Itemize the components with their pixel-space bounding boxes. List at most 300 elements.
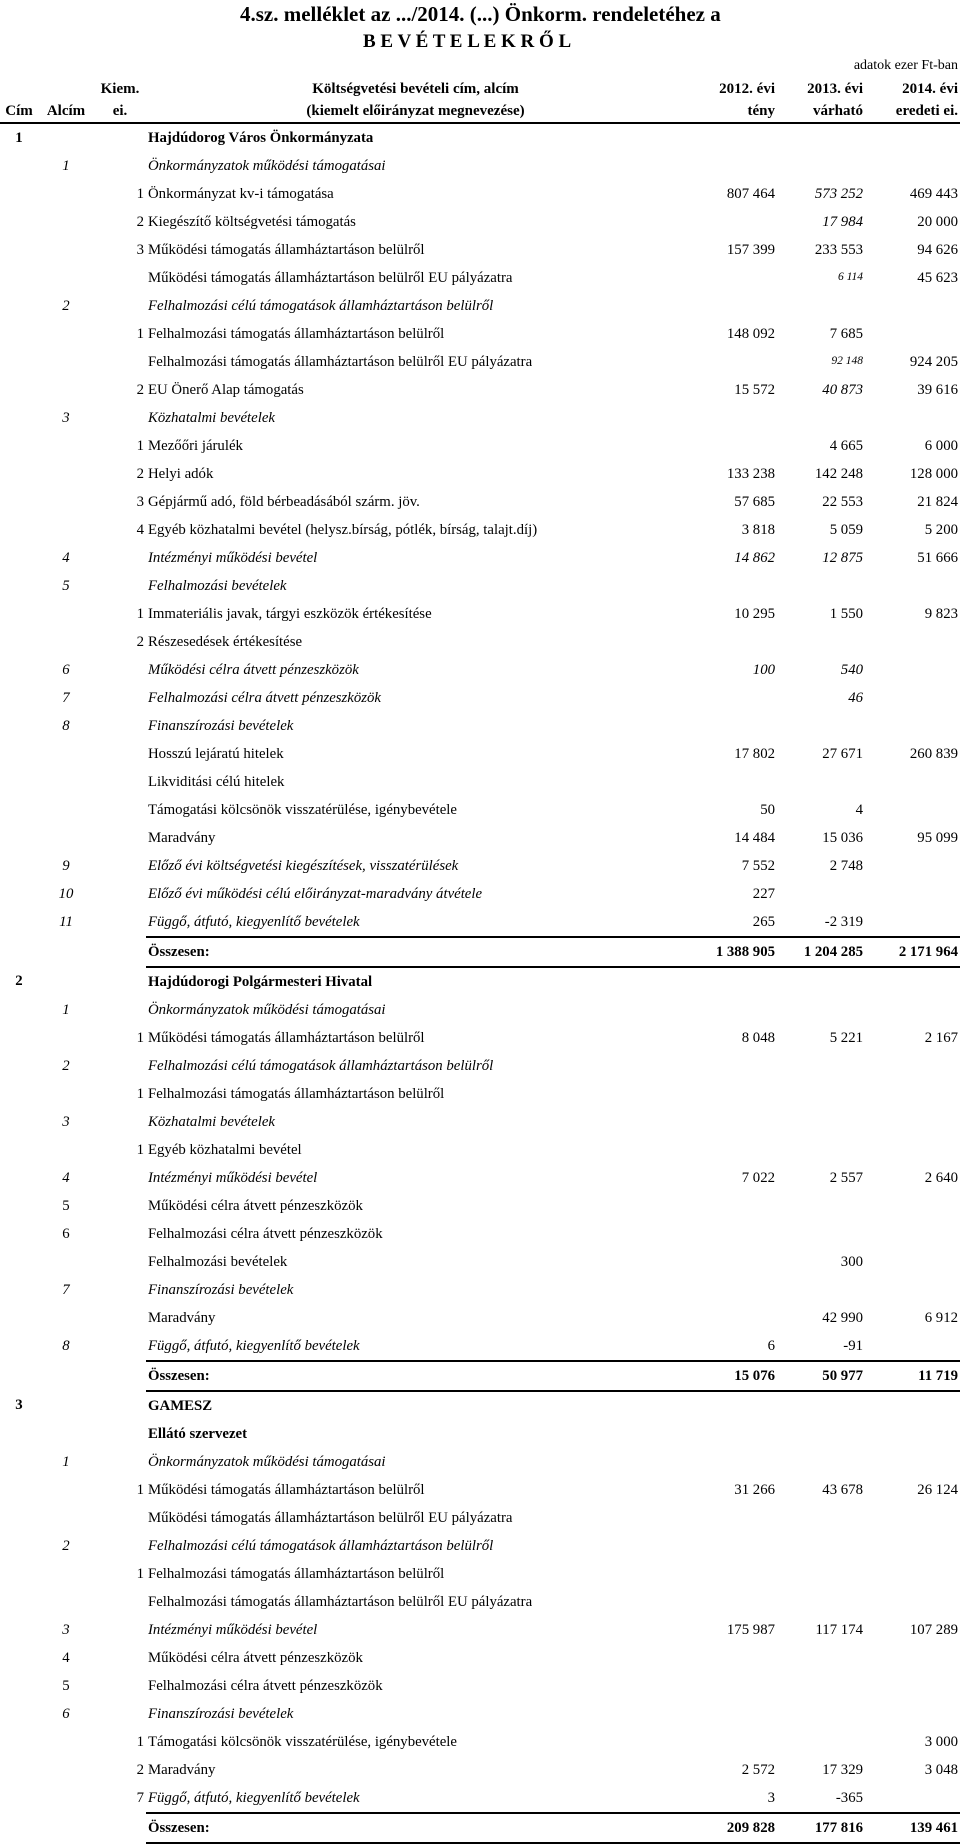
- table-row: [0, 572, 960, 600]
- value-2014: [865, 320, 960, 348]
- alcim-cell: [38, 768, 94, 796]
- item-name: GAMESZ: [148, 1397, 213, 1414]
- kiem-cell: [94, 1813, 146, 1843]
- alcim-cell: 6: [62, 1705, 70, 1722]
- cim-cell: [0, 152, 38, 180]
- kiem-cell: [94, 1108, 146, 1136]
- col-kiem: Kiem.: [100, 80, 140, 97]
- kiem-cell: [94, 684, 146, 712]
- table-row: [0, 824, 960, 852]
- value-2012: [685, 996, 777, 1024]
- value-2012: [685, 1700, 777, 1728]
- value-2012: [685, 1448, 777, 1476]
- alcim-cell: 4: [62, 549, 70, 566]
- value-2012: 7 022: [741, 1169, 775, 1186]
- cim-cell: [0, 1052, 38, 1080]
- kiem-cell: [94, 967, 146, 996]
- alcim-cell: 9: [62, 857, 70, 874]
- value-2014: [865, 1672, 960, 1700]
- kiem-cell: [94, 937, 146, 967]
- table-row: [0, 432, 960, 460]
- cim-cell: [0, 1728, 38, 1756]
- kiem-cell: [94, 1276, 146, 1304]
- value-2014: [865, 1644, 960, 1672]
- value-2012: 157 399: [726, 241, 775, 258]
- cim-cell: [0, 740, 38, 768]
- value-2013: [777, 1532, 865, 1560]
- table-row: [0, 996, 960, 1024]
- cim-cell: [0, 796, 38, 824]
- value-2014: [865, 908, 960, 937]
- document-subtitle: B E V É T E L E K R Ő L: [363, 31, 572, 52]
- alcim-cell: [38, 1136, 94, 1164]
- value-2014: [865, 1220, 960, 1248]
- cim-cell: [0, 628, 38, 656]
- kiem-cell: [94, 996, 146, 1024]
- table-row: [0, 376, 960, 404]
- cim-cell: [0, 600, 38, 628]
- value-2014: 95 099: [917, 829, 958, 846]
- value-2013: -91: [843, 1337, 863, 1354]
- item-name: Maradvány: [148, 1761, 216, 1778]
- alcim-cell: [38, 348, 94, 376]
- item-name: Működési támogatás államháztartáson belülről EU pályázatra: [148, 269, 513, 286]
- kiem-cell: [94, 1504, 146, 1532]
- value-2014: 107 289: [909, 1621, 958, 1638]
- value-2014: [865, 684, 960, 712]
- cim-cell: [0, 768, 38, 796]
- value-2014: [865, 404, 960, 432]
- value-2014: [865, 152, 960, 180]
- value-2014: 6 912: [924, 1309, 958, 1326]
- value-2014: [865, 768, 960, 796]
- kiem-cell: [94, 852, 146, 880]
- item-name: Felhalmozási célú támogatások államháztartáson belülről: [148, 1537, 494, 1554]
- value-2012: 14 484: [734, 829, 775, 846]
- item-name: Finanszírozási bevételek: [148, 717, 294, 734]
- item-name: Felhalmozási támogatás államháztartáson belülről: [148, 1085, 445, 1102]
- alcim-cell: [38, 1304, 94, 1332]
- alcim-cell: 3: [62, 1113, 70, 1130]
- item-name: Felhalmozási célra átvett pénzeszközök: [148, 1677, 383, 1694]
- table-row: [0, 292, 960, 320]
- value-2012: 209 828: [685, 1813, 777, 1843]
- value-2012: 100: [752, 661, 775, 678]
- cim-cell: [0, 684, 38, 712]
- table-row: [0, 1248, 960, 1276]
- cim-cell: [0, 320, 38, 348]
- cim-cell: [0, 1813, 38, 1843]
- kiem-cell: [94, 880, 146, 908]
- header-row-1: [0, 78, 960, 100]
- value-2012: [685, 1136, 777, 1164]
- table-row: [0, 180, 960, 208]
- cim-cell: [0, 1448, 38, 1476]
- table-row: [0, 1784, 960, 1813]
- item-name: Függő, átfutó, kiegyenlítő bevételek: [148, 1789, 360, 1806]
- alcim-cell: 11: [59, 914, 73, 931]
- item-name: Támogatási kölcsönök visszatérülése, igénybevétele: [148, 1733, 457, 1750]
- kiem-cell: [94, 572, 146, 600]
- table-row: [0, 656, 960, 684]
- cim-cell: [0, 908, 38, 937]
- value-2012: [685, 348, 777, 376]
- kiem-cell: 2: [136, 465, 144, 482]
- value-2012: [685, 967, 777, 996]
- value-2012: [685, 712, 777, 740]
- kiem-cell: 2: [136, 633, 144, 650]
- value-2013: 12 875: [822, 549, 863, 566]
- item-name: Felhalmozási célú támogatások államháztartáson belülről: [148, 1057, 494, 1074]
- value-2014: 2 640: [924, 1169, 958, 1186]
- item-name: Összesen:: [146, 937, 685, 967]
- cim-cell: [0, 1532, 38, 1560]
- alcim-cell: [38, 460, 94, 488]
- value-2012: 10 295: [734, 605, 775, 622]
- alcim-cell: [38, 1476, 94, 1504]
- value-2012: 6: [767, 1337, 775, 1354]
- kiem-cell: 1: [136, 185, 144, 202]
- alcim-cell: [38, 1420, 94, 1448]
- unit-note: adatok ezer Ft-ban: [853, 58, 958, 73]
- value-2012: 807 464: [726, 185, 775, 202]
- value-2013: 117 174: [815, 1621, 863, 1638]
- value-2012: [685, 264, 777, 292]
- value-2013: [777, 1080, 865, 1108]
- value-2013: [777, 152, 865, 180]
- value-2012: [685, 1504, 777, 1532]
- item-name: Felhalmozási támogatás államháztartáson belülről EU pályázatra: [148, 1593, 533, 1610]
- item-name: Részesedések értékesítése: [148, 633, 303, 650]
- kiem-cell: 4: [136, 521, 144, 538]
- col-2013-sub: várható: [777, 100, 865, 123]
- cim-cell: 2: [15, 973, 23, 990]
- table-row: [0, 1136, 960, 1164]
- value-2014: [865, 1192, 960, 1220]
- value-2012: [685, 1588, 777, 1616]
- table-row: [0, 967, 960, 996]
- value-2013: 42 990: [822, 1309, 863, 1326]
- cim-cell: [0, 1024, 38, 1052]
- item-name: Intézményi működési bevétel: [148, 1169, 318, 1186]
- cim-cell: [0, 292, 38, 320]
- total-row: [0, 937, 960, 967]
- cim-cell: [0, 1420, 38, 1448]
- item-name: Függő, átfutó, kiegyenlítő bevételek: [148, 913, 360, 930]
- item-name: Finanszírozási bevételek: [148, 1705, 294, 1722]
- cim-cell: [0, 1332, 38, 1361]
- value-2013: [777, 1192, 865, 1220]
- value-2012: 1 388 905: [685, 937, 777, 967]
- kiem-cell: 1: [136, 1141, 144, 1158]
- value-2014: 469 443: [909, 185, 958, 202]
- alcim-cell: 4: [62, 1169, 70, 1186]
- alcim-cell: [38, 1728, 94, 1756]
- table-row: [0, 1504, 960, 1532]
- value-2012: [685, 572, 777, 600]
- value-2014: 51 666: [917, 549, 958, 566]
- alcim-cell: [38, 1504, 94, 1532]
- value-2013: [777, 1644, 865, 1672]
- col-title: Költségvetési bevételi cím, alcím: [312, 80, 519, 97]
- value-2013: [777, 1220, 865, 1248]
- alcim-cell: [38, 180, 94, 208]
- value-2012: 2 572: [741, 1761, 775, 1778]
- cim-cell: [0, 712, 38, 740]
- item-name: Felhalmozási célra átvett pénzeszközök: [148, 1225, 383, 1242]
- value-2012: 31 266: [734, 1481, 775, 1498]
- value-2013: 22 553: [822, 493, 863, 510]
- value-2014: [865, 1420, 960, 1448]
- value-2014: 2 167: [924, 1029, 958, 1046]
- item-name: Előző évi költségvetési kiegészítések, visszatérülések: [148, 857, 459, 874]
- value-2012: [685, 1108, 777, 1136]
- kiem-cell: [94, 1532, 146, 1560]
- value-2012: 8 048: [741, 1029, 775, 1046]
- item-name: Hajdúdorog Város Önkormányzata: [148, 129, 374, 146]
- value-2013: 573 252: [814, 185, 863, 202]
- alcim-cell: [38, 1080, 94, 1108]
- table-row: [0, 740, 960, 768]
- value-2012: 227: [752, 885, 775, 902]
- table-row: [0, 1332, 960, 1361]
- value-2012: [685, 123, 777, 152]
- table-row: [0, 1700, 960, 1728]
- value-2013: [777, 1448, 865, 1476]
- value-2013: 50 977: [777, 1361, 865, 1391]
- cim-cell: [0, 880, 38, 908]
- value-2013: [777, 768, 865, 796]
- item-name: Működési célra átvett pénzeszközök: [148, 661, 359, 678]
- kiem-cell: [94, 1391, 146, 1420]
- cim-cell: [0, 348, 38, 376]
- value-2014: 26 124: [917, 1481, 958, 1498]
- cim-cell: [0, 1784, 38, 1813]
- table-row: [0, 1420, 960, 1448]
- value-2014: [865, 1108, 960, 1136]
- value-2013: 40 873: [822, 381, 863, 398]
- value-2014: [865, 1276, 960, 1304]
- value-2014: [865, 1332, 960, 1361]
- kiem-cell: [94, 796, 146, 824]
- cim-cell: [0, 1136, 38, 1164]
- cim-cell: [0, 1588, 38, 1616]
- kiem-cell: 1: [136, 605, 144, 622]
- table-row: [0, 1391, 960, 1420]
- cim-cell: [0, 180, 38, 208]
- item-name: Felhalmozási támogatás államháztartáson belülről: [148, 325, 445, 342]
- cim-cell: [0, 937, 38, 967]
- item-name: Likviditási célú hitelek: [148, 773, 285, 790]
- alcim-cell: [38, 1756, 94, 1784]
- cim-cell: [0, 376, 38, 404]
- alcim-cell: [38, 937, 94, 967]
- kiem-cell: [94, 1420, 146, 1448]
- item-name: Felhalmozási bevételek: [148, 577, 287, 594]
- cim-cell: [0, 1560, 38, 1588]
- kiem-cell: [94, 768, 146, 796]
- item-name: Felhalmozási támogatás államháztartáson belülről: [148, 1565, 445, 1582]
- value-2014: [865, 712, 960, 740]
- value-2013: 17 984: [822, 213, 863, 230]
- value-2013: 43 678: [822, 1481, 863, 1498]
- alcim-cell: [38, 320, 94, 348]
- value-2014: 924 205: [909, 353, 958, 370]
- cim-cell: [0, 432, 38, 460]
- table-row: [0, 1108, 960, 1136]
- item-name: Kiegészítő költségvetési támogatás: [148, 213, 356, 230]
- kiem-cell: [94, 1616, 146, 1644]
- col-2012: 2012. évi: [719, 80, 775, 97]
- cim-cell: [0, 1304, 38, 1332]
- alcim-cell: [38, 1361, 94, 1391]
- value-2014: [865, 1532, 960, 1560]
- cim-cell: [0, 996, 38, 1024]
- kiem-cell: [94, 544, 146, 572]
- item-name: Hosszú lejáratú hitelek: [148, 745, 284, 762]
- item-name: Összesen:: [146, 1813, 685, 1843]
- value-2012: 50: [760, 801, 775, 818]
- col-2014: 2014. évi: [902, 80, 958, 97]
- value-2014: [865, 1080, 960, 1108]
- value-2014: [865, 1504, 960, 1532]
- kiem-cell: [94, 1304, 146, 1332]
- table-row: [0, 1532, 960, 1560]
- value-2013: 6 114: [837, 271, 863, 284]
- item-name: Maradvány: [148, 1309, 216, 1326]
- table-row: [0, 1192, 960, 1220]
- kiem-cell: [94, 1700, 146, 1728]
- value-2014: [865, 1136, 960, 1164]
- cim-cell: [0, 460, 38, 488]
- table-row: [0, 460, 960, 488]
- value-2014: [865, 123, 960, 152]
- alcim-cell: [38, 376, 94, 404]
- value-2013: [777, 123, 865, 152]
- value-2012: [685, 1220, 777, 1248]
- table-row: [0, 1616, 960, 1644]
- item-name: Működési támogatás államháztartáson belülről: [148, 241, 425, 258]
- value-2013: 177 816: [777, 1813, 865, 1843]
- value-2013: -2 319: [824, 913, 863, 930]
- kiem-cell: 2: [136, 213, 144, 230]
- alcim-cell: 6: [62, 661, 70, 678]
- table-row: [0, 1304, 960, 1332]
- value-2014: 2 171 964: [865, 937, 960, 967]
- value-2013: [777, 1391, 865, 1420]
- value-2013: 142 248: [814, 465, 863, 482]
- value-2013: 5 059: [829, 521, 863, 538]
- table-row: [0, 628, 960, 656]
- document-title: 4.sz. melléklet az .../2014. (...) Önkorm. rendeletéhez a: [240, 2, 721, 26]
- value-2012: [685, 1728, 777, 1756]
- value-2013: [777, 967, 865, 996]
- value-2014: [865, 572, 960, 600]
- value-2014: 45 623: [917, 269, 958, 286]
- value-2012: [685, 1304, 777, 1332]
- alcim-cell: [38, 208, 94, 236]
- kiem-cell: 2: [136, 1761, 144, 1778]
- value-2013: [777, 572, 865, 600]
- value-2013: [777, 1588, 865, 1616]
- value-2012: [685, 404, 777, 432]
- kiem-cell: [94, 404, 146, 432]
- kiem-cell: [94, 264, 146, 292]
- item-name: Működési célra átvett pénzeszközök: [148, 1197, 363, 1214]
- value-2013: [777, 996, 865, 1024]
- value-2012: [685, 1644, 777, 1672]
- header-row-2: [0, 100, 960, 123]
- value-2014: [865, 796, 960, 824]
- table-row: [0, 1164, 960, 1192]
- value-2013: [777, 1136, 865, 1164]
- alcim-cell: 2: [62, 1057, 70, 1074]
- alcim-cell: [38, 264, 94, 292]
- item-name: Finanszírozási bevételek: [148, 1281, 294, 1298]
- value-2013: [777, 404, 865, 432]
- value-2012: 175 987: [726, 1621, 775, 1638]
- alcim-cell: [38, 123, 94, 152]
- cim-cell: [0, 1080, 38, 1108]
- kiem-cell: 1: [136, 1481, 144, 1498]
- item-name: Önkormányzatok működési támogatásai: [148, 157, 386, 174]
- alcim-cell: [38, 1391, 94, 1420]
- table-row: [0, 1448, 960, 1476]
- value-2012: [685, 1672, 777, 1700]
- alcim-cell: [38, 967, 94, 996]
- alcim-cell: [38, 1784, 94, 1813]
- value-2013: [777, 1700, 865, 1728]
- item-name: Felhalmozási támogatás államháztartáson belülről EU pályázatra: [148, 353, 533, 370]
- alcim-cell: [38, 1560, 94, 1588]
- value-2014: [865, 1784, 960, 1813]
- alcim-cell: [38, 628, 94, 656]
- table-row: [0, 1756, 960, 1784]
- value-2012: [685, 684, 777, 712]
- value-2012: 15 076: [685, 1361, 777, 1391]
- value-2012: [685, 1052, 777, 1080]
- cim-cell: [0, 1361, 38, 1391]
- item-name: Maradvány: [148, 829, 216, 846]
- item-name: Intézményi működési bevétel: [148, 1621, 318, 1638]
- kiem-cell: 7: [136, 1790, 144, 1807]
- table-row: [0, 712, 960, 740]
- item-name: Önkormányzatok működési támogatásai: [148, 1001, 386, 1018]
- kiem-cell: [94, 123, 146, 152]
- item-name: Előző évi működési célú előirányzat-maradvány átvétele: [148, 885, 483, 902]
- value-2012: [685, 628, 777, 656]
- alcim-cell: [38, 1813, 94, 1843]
- table-row: [0, 320, 960, 348]
- table-row: [0, 208, 960, 236]
- table-row: [0, 123, 960, 152]
- kiem-cell: 3: [136, 241, 144, 258]
- cim-cell: [0, 488, 38, 516]
- value-2014: [865, 1391, 960, 1420]
- cim-cell: [0, 236, 38, 264]
- kiem-cell: [94, 908, 146, 937]
- value-2014: [865, 880, 960, 908]
- kiem-cell: [94, 740, 146, 768]
- table-row: [0, 1476, 960, 1504]
- value-2013: [777, 1504, 865, 1532]
- alcim-cell: [38, 488, 94, 516]
- table-row: [0, 1220, 960, 1248]
- col-alcim: Alcím: [38, 100, 94, 123]
- value-2013: [777, 1052, 865, 1080]
- value-2013: 1 204 285: [777, 937, 865, 967]
- table-row: [0, 516, 960, 544]
